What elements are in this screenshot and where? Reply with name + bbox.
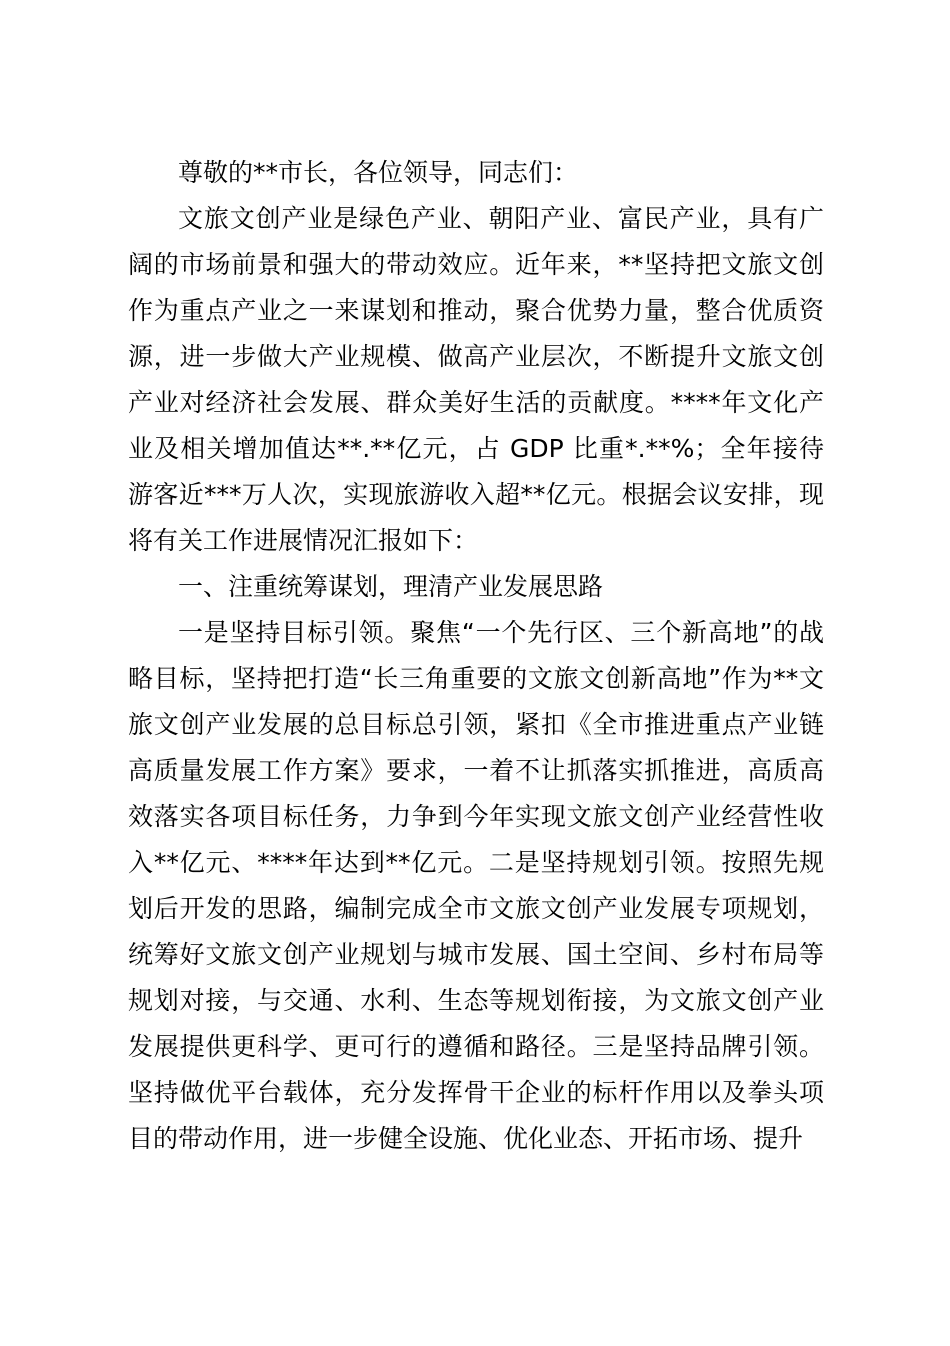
salutation-paragraph: 尊敬的**市长，各位领导，同志们： [178, 158, 579, 187]
body-paragraph: 一是坚持目标引领。聚焦“一个先行区、三个新高地”的战略目标，坚持把打造“长三角重要的文旅文创新高地”作为**文旅文创产业发展的总目标总引领，紧扣《全市推进重点产业链高质量发展工作方案》要求，一着不让抓落实抓推进，高质高效落实各项目标任务，力争到今年实现文旅文创产业经营性收入**亿元、****年达到**亿元。二是坚持规划引领。按照先规划后开发的思路，编制完成全市文旅文创产业发展专项规划，统筹好文旅文创产业规划与城市发展、国土空间、乡村布局等规划对接，与交通、水利、生态等规划衔接，为文旅文创产业发展提供更科学、更可行的遵循和路径。三是坚持品牌引领。坚持做优平台载体，充分发挥骨干企业的标杆作用以及拳头项目的带动作用，进一步健全设施、优化业态、开拓市场、提升 [128, 618, 824, 1153]
document-body [128, 150, 824, 1162]
section-heading: 一、注重统筹谋划，理清产业发展思路 [178, 572, 604, 601]
intro-paragraph: 文旅文创产业是绿色产业、朝阳产业、富民产业，具有广阔的市场前景和强大的带动效应。近年来，**坚持把文旅文创作为重点产业之一来谋划和推动，聚合优势力量，整合优质资源，进一步做大产业规模、做高产业层次，不断提升文旅文创产业对经济社会发展、群众美好生活的贡献度。****年文化产业及相关增加值达**.**亿元，占 GDP 比重*.**%；全年接待游客近***万人次，实现旅游收入超**亿元。根据会议安排，现将有关工作进展情况汇报如下： [128, 204, 824, 555]
